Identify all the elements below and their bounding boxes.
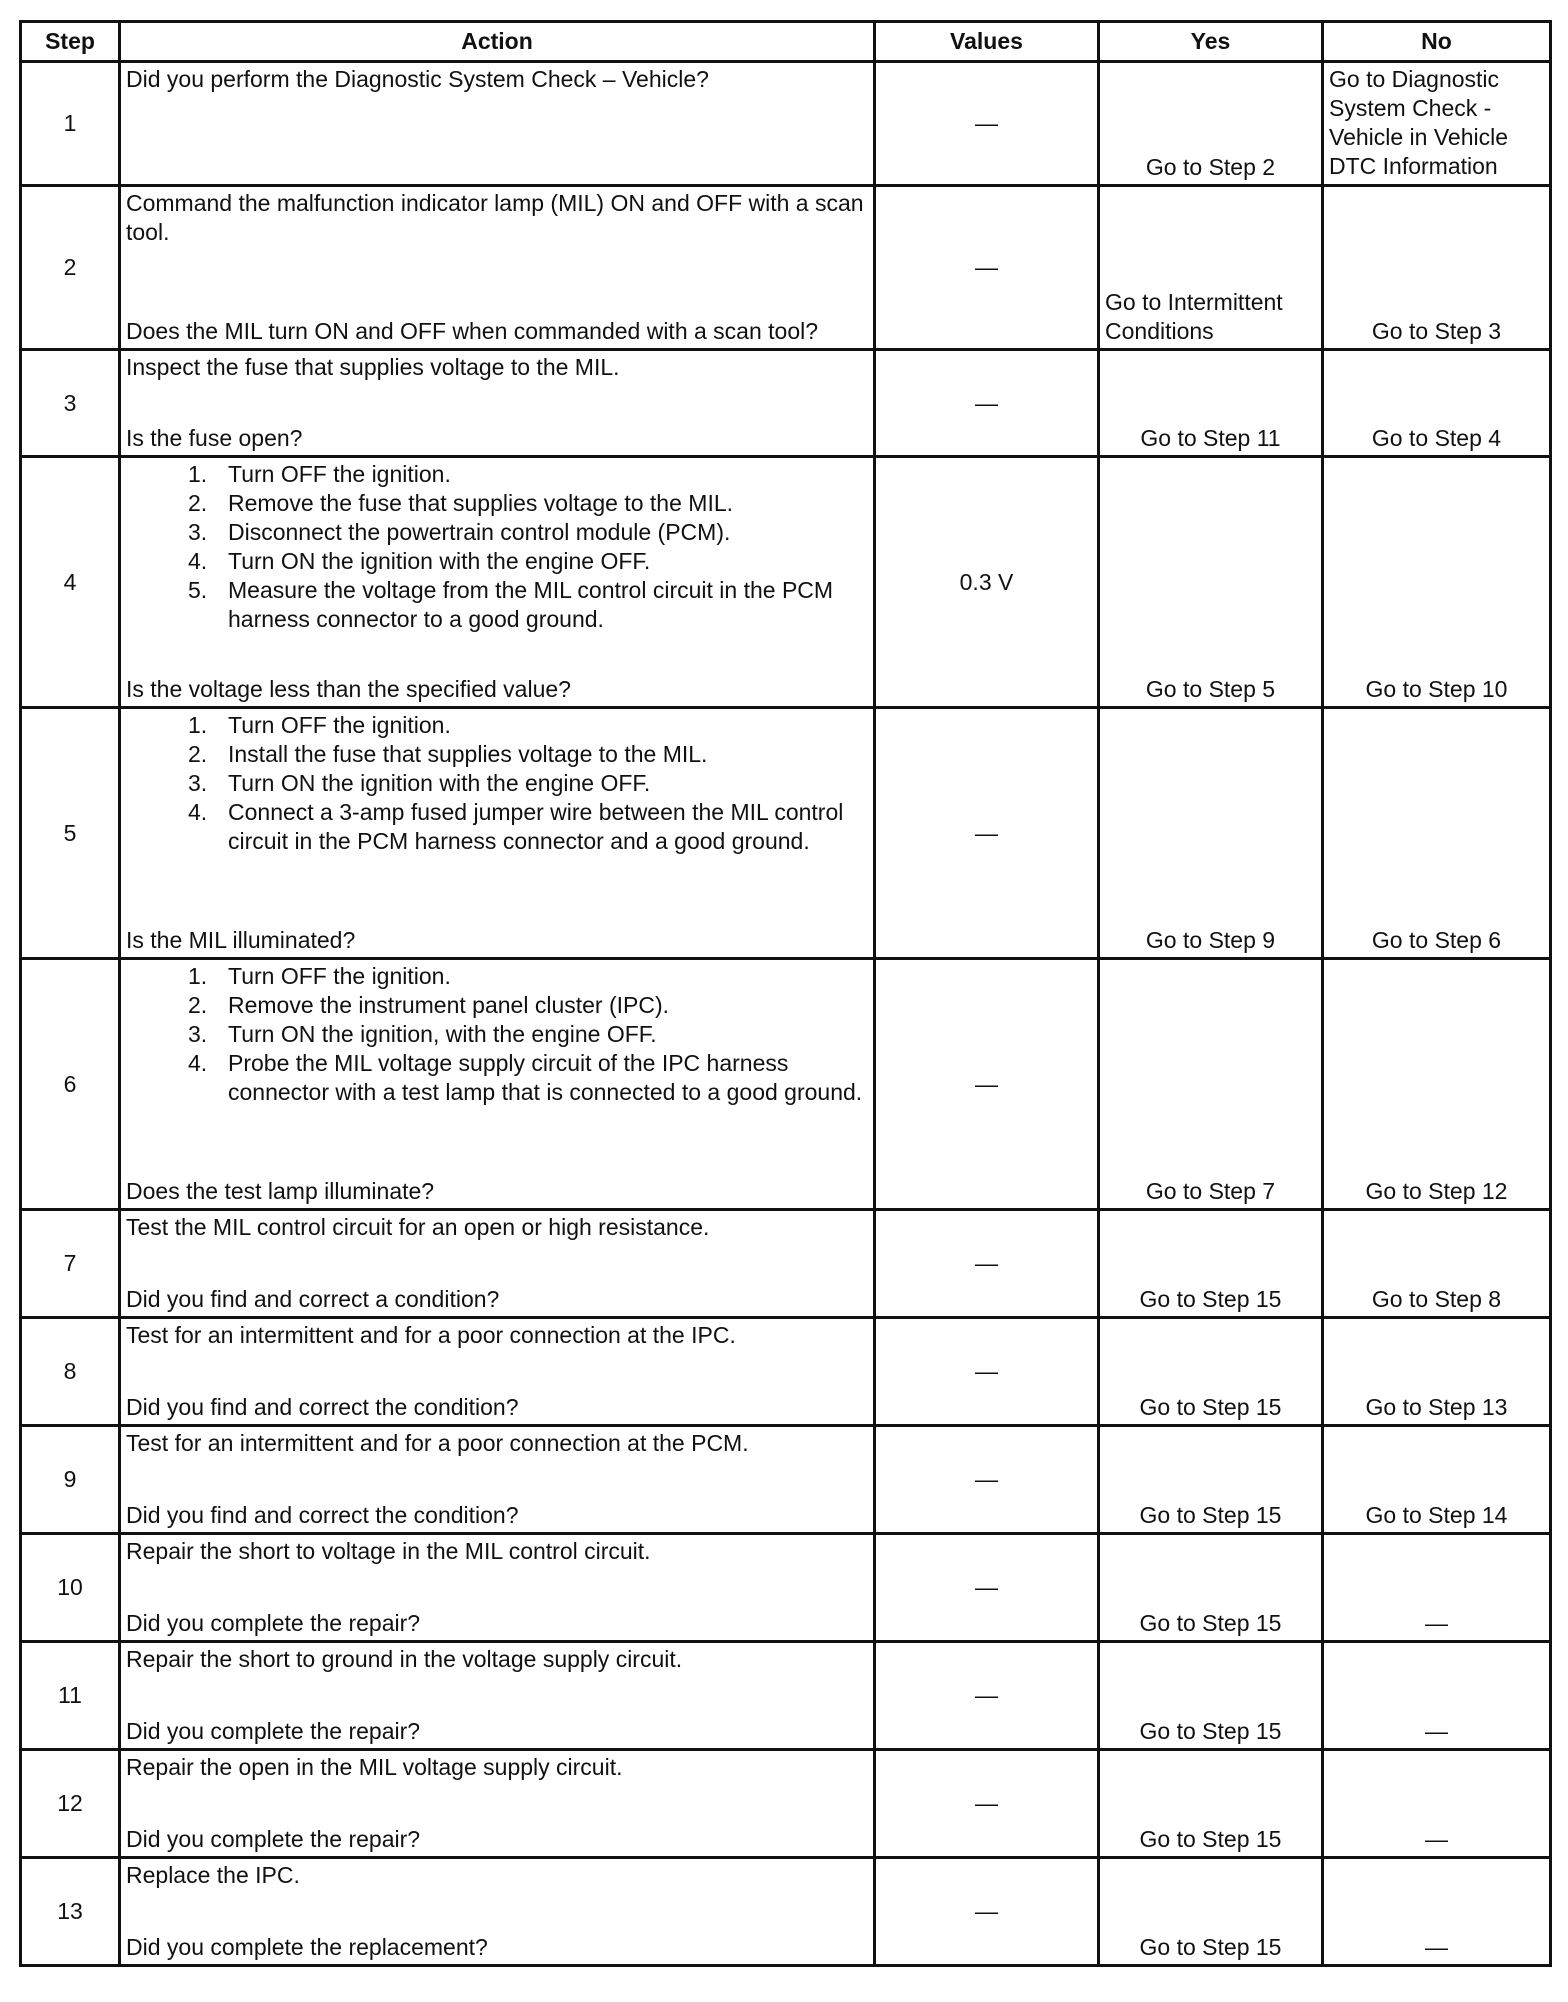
procedure-item-number-text: 1. bbox=[188, 461, 208, 487]
action-question: Did you find and correct the condition? bbox=[126, 1502, 519, 1528]
procedure-item bbox=[126, 798, 869, 856]
procedure-item-number bbox=[126, 460, 228, 489]
no-cell: — bbox=[1323, 1750, 1551, 1858]
procedure-item-text: Turn ON the ignition with the engine OFF. bbox=[228, 770, 651, 796]
action-instruction: Repair the short to ground in the voltage supply circuit. bbox=[126, 1646, 683, 1672]
action-top bbox=[126, 1753, 869, 1782]
action-instruction: Test for an intermittent and for a poor connection at the PCM. bbox=[126, 1430, 749, 1456]
values-cell: — bbox=[875, 1750, 1099, 1858]
action-question: Is the fuse open? bbox=[126, 425, 303, 451]
values-cell: — bbox=[875, 186, 1099, 350]
action-top bbox=[126, 1645, 869, 1674]
procedure-item-number-text: 1. bbox=[188, 963, 208, 989]
procedure-item-text: Turn OFF the ignition. bbox=[228, 963, 451, 989]
procedure-item bbox=[126, 740, 869, 769]
action-cell bbox=[120, 62, 875, 186]
table-row bbox=[21, 959, 1551, 1210]
action-instruction: Inspect the fuse that supplies voltage to the MIL. bbox=[126, 354, 620, 380]
action-question: Is the MIL illuminated? bbox=[126, 927, 356, 953]
procedure-item-number-text: 3. bbox=[188, 1021, 208, 1047]
table-row bbox=[21, 457, 1551, 708]
action-content bbox=[126, 1645, 869, 1746]
action-instruction: Replace the IPC. bbox=[126, 1862, 300, 1888]
step-number: 9 bbox=[21, 1426, 120, 1534]
yes-cell: Go to Step 7 bbox=[1099, 959, 1323, 1210]
values-cell: — bbox=[875, 959, 1099, 1210]
action-question: Does the MIL turn ON and OFF when commanded with a scan tool? bbox=[126, 318, 819, 344]
action-question: Did you complete the repair? bbox=[126, 1826, 421, 1852]
action-cell bbox=[120, 1318, 875, 1426]
procedure-item-number-text: 3. bbox=[188, 770, 208, 796]
header-row bbox=[21, 22, 1551, 62]
values-cell: — bbox=[875, 62, 1099, 186]
no-cell: — bbox=[1323, 1858, 1551, 1966]
procedure-item-number-text: 4. bbox=[188, 548, 208, 574]
step-number: 3 bbox=[21, 350, 120, 457]
procedure-item-text: Measure the voltage from the MIL control circuit in the PCM harness connector to a good ground. bbox=[228, 577, 834, 632]
yes-cell: Go to Step 5 bbox=[1099, 457, 1323, 708]
procedure-item bbox=[126, 1020, 869, 1049]
table-row bbox=[21, 708, 1551, 959]
action-question: Did you complete the repair? bbox=[126, 1718, 421, 1744]
values-cell: — bbox=[875, 1210, 1099, 1318]
action-top bbox=[126, 962, 869, 1107]
action-instruction: Test the MIL control circuit for an open or high resistance. bbox=[126, 1214, 710, 1240]
procedure-item-number bbox=[126, 1020, 228, 1049]
procedure-item-number bbox=[126, 991, 228, 1020]
step-number: 10 bbox=[21, 1534, 120, 1642]
no-cell: — bbox=[1323, 1642, 1551, 1750]
procedure-item-number bbox=[126, 711, 228, 740]
action-cell bbox=[120, 350, 875, 457]
values-cell: — bbox=[875, 708, 1099, 959]
diagnostic-table-container bbox=[19, 20, 1552, 1967]
procedure-item-text: Install the fuse that supplies voltage to the MIL. bbox=[228, 741, 708, 767]
procedure-item bbox=[126, 460, 869, 489]
action-content bbox=[126, 1429, 869, 1530]
step-number: 12 bbox=[21, 1750, 120, 1858]
header-values: Values bbox=[875, 22, 1099, 62]
step-number: 1 bbox=[21, 62, 120, 186]
action-instruction: Command the malfunction indicator lamp (MIL) ON and OFF with a scan tool. bbox=[126, 190, 864, 245]
action-cell bbox=[120, 186, 875, 350]
procedure-item-number-text: 2. bbox=[188, 992, 208, 1018]
no-cell: Go to Step 4 bbox=[1323, 350, 1551, 457]
action-question: Is the voltage less than the specified value? bbox=[126, 676, 571, 702]
action-content bbox=[126, 353, 869, 453]
values-cell: — bbox=[875, 350, 1099, 457]
action-content bbox=[126, 1213, 869, 1314]
procedure-item-number bbox=[126, 740, 228, 769]
action-content bbox=[126, 1321, 869, 1422]
procedure-item-text: Remove the instrument panel cluster (IPC). bbox=[228, 992, 670, 1018]
procedure-item-number bbox=[126, 1049, 228, 1107]
no-cell: Go to Step 12 bbox=[1323, 959, 1551, 1210]
procedure-item-number bbox=[126, 798, 228, 856]
action-question: Does the test lamp illuminate? bbox=[126, 1178, 435, 1204]
step-number: 11 bbox=[21, 1642, 120, 1750]
no-cell: Go to Diagnostic System Check - Vehicle in Vehicle DTC Information bbox=[1323, 62, 1551, 186]
action-cell bbox=[120, 959, 875, 1210]
values-cell: — bbox=[875, 1426, 1099, 1534]
action-content bbox=[126, 1861, 869, 1962]
action-content bbox=[126, 1537, 869, 1638]
action-cell bbox=[120, 1210, 875, 1318]
header-no: No bbox=[1323, 22, 1551, 62]
table-row bbox=[21, 1642, 1551, 1750]
table-row bbox=[21, 1534, 1551, 1642]
procedure-item-text: Probe the MIL voltage supply circuit of the IPC harness connector with a test lamp that is connected to a good ground. bbox=[228, 1050, 863, 1105]
action-instruction: Did you perform the Diagnostic System Check – Vehicle? bbox=[126, 66, 709, 92]
table-row bbox=[21, 1750, 1551, 1858]
procedure-item-number-text: 3. bbox=[188, 519, 208, 545]
procedure-item bbox=[126, 576, 869, 634]
yes-cell: Go to Step 2 bbox=[1099, 62, 1323, 186]
procedure-item-number-text: 2. bbox=[188, 490, 208, 516]
procedure-item-number-text: 2. bbox=[188, 741, 208, 767]
no-cell: Go to Step 8 bbox=[1323, 1210, 1551, 1318]
header-yes: Yes bbox=[1099, 22, 1323, 62]
yes-cell: Go to Step 15 bbox=[1099, 1750, 1323, 1858]
yes-cell: Go to Step 15 bbox=[1099, 1642, 1323, 1750]
diagnostic-table bbox=[19, 20, 1552, 1967]
action-cell bbox=[120, 1642, 875, 1750]
action-content bbox=[126, 1753, 869, 1854]
action-top bbox=[126, 1429, 869, 1458]
action-top bbox=[126, 711, 869, 856]
action-cell bbox=[120, 1858, 875, 1966]
values-cell: — bbox=[875, 1642, 1099, 1750]
table-row bbox=[21, 186, 1551, 350]
no-cell: — bbox=[1323, 1534, 1551, 1642]
yes-cell: Go to Step 15 bbox=[1099, 1210, 1323, 1318]
action-cell bbox=[120, 1534, 875, 1642]
step-number: 4 bbox=[21, 457, 120, 708]
action-question: Did you find and correct a condition? bbox=[126, 1286, 500, 1312]
action-top bbox=[126, 353, 869, 382]
header-step: Step bbox=[21, 22, 120, 62]
procedure-item bbox=[126, 518, 869, 547]
procedure-item bbox=[126, 711, 869, 740]
procedure-list bbox=[126, 460, 869, 634]
procedure-item-number-text: 4. bbox=[188, 1050, 208, 1076]
procedure-item bbox=[126, 489, 869, 518]
action-top bbox=[126, 460, 869, 634]
action-cell bbox=[120, 1750, 875, 1858]
procedure-item-text: Remove the fuse that supplies voltage to the MIL. bbox=[228, 490, 734, 516]
procedure-item bbox=[126, 1049, 869, 1107]
procedure-item-number bbox=[126, 769, 228, 798]
table-row bbox=[21, 1858, 1551, 1966]
yes-cell: Go to Intermittent Conditions bbox=[1099, 186, 1323, 350]
procedure-item-number bbox=[126, 489, 228, 518]
no-cell: Go to Step 10 bbox=[1323, 457, 1551, 708]
no-cell: Go to Step 13 bbox=[1323, 1318, 1551, 1426]
procedure-list bbox=[126, 711, 869, 856]
table-row bbox=[21, 1210, 1551, 1318]
action-content bbox=[126, 189, 869, 346]
action-content bbox=[126, 460, 869, 704]
action-top bbox=[126, 65, 869, 94]
procedure-item-text: Disconnect the powertrain control module (PCM). bbox=[228, 519, 731, 545]
action-top bbox=[126, 1213, 869, 1242]
table-row bbox=[21, 350, 1551, 457]
action-instruction: Repair the open in the MIL voltage supply circuit. bbox=[126, 1754, 623, 1780]
table-row bbox=[21, 62, 1551, 186]
table-row bbox=[21, 1318, 1551, 1426]
action-content bbox=[126, 65, 869, 182]
step-number: 6 bbox=[21, 959, 120, 1210]
no-cell: Go to Step 3 bbox=[1323, 186, 1551, 350]
no-cell: Go to Step 6 bbox=[1323, 708, 1551, 959]
values-cell: — bbox=[875, 1318, 1099, 1426]
header-action: Action bbox=[120, 22, 875, 62]
step-number: 13 bbox=[21, 1858, 120, 1966]
procedure-item bbox=[126, 769, 869, 798]
table-row bbox=[21, 1426, 1551, 1534]
procedure-item-number-text: 1. bbox=[188, 712, 208, 738]
procedure-item bbox=[126, 962, 869, 991]
action-instruction: Test for an intermittent and for a poor connection at the IPC. bbox=[126, 1322, 736, 1348]
procedure-item-number bbox=[126, 547, 228, 576]
procedure-item-text: Turn OFF the ignition. bbox=[228, 461, 451, 487]
yes-cell: Go to Step 9 bbox=[1099, 708, 1323, 959]
action-top bbox=[126, 1321, 869, 1350]
procedure-item-text: Turn ON the ignition with the engine OFF. bbox=[228, 548, 651, 574]
action-content bbox=[126, 962, 869, 1206]
yes-cell: Go to Step 15 bbox=[1099, 1858, 1323, 1966]
procedure-item-text: Connect a 3-amp fused jumper wire between the MIL control circuit in the PCM harness connector and a good ground. bbox=[228, 799, 844, 854]
yes-cell: Go to Step 11 bbox=[1099, 350, 1323, 457]
action-top bbox=[126, 1861, 869, 1890]
procedure-item-number bbox=[126, 518, 228, 547]
action-cell bbox=[120, 1426, 875, 1534]
procedure-item-number bbox=[126, 962, 228, 991]
action-cell bbox=[120, 457, 875, 708]
procedure-item bbox=[126, 991, 869, 1020]
step-number: 7 bbox=[21, 1210, 120, 1318]
procedure-item-text: Turn OFF the ignition. bbox=[228, 712, 451, 738]
procedure-item-text: Turn ON the ignition, with the engine OFF. bbox=[228, 1021, 657, 1047]
yes-cell: Go to Step 15 bbox=[1099, 1426, 1323, 1534]
values-cell: — bbox=[875, 1534, 1099, 1642]
action-question: Did you complete the repair? bbox=[126, 1610, 421, 1636]
values-cell: — bbox=[875, 1858, 1099, 1966]
procedure-list bbox=[126, 962, 869, 1107]
procedure-item bbox=[126, 547, 869, 576]
procedure-item-number-text: 4. bbox=[188, 799, 208, 825]
yes-cell: Go to Step 15 bbox=[1099, 1318, 1323, 1426]
action-question: Did you find and correct the condition? bbox=[126, 1394, 519, 1420]
step-number: 5 bbox=[21, 708, 120, 959]
action-instruction: Repair the short to voltage in the MIL control circuit. bbox=[126, 1538, 651, 1564]
values-cell: 0.3 V bbox=[875, 457, 1099, 708]
action-top bbox=[126, 1537, 869, 1566]
action-top bbox=[126, 189, 869, 247]
procedure-item-number-text: 5. bbox=[188, 577, 208, 603]
action-cell bbox=[120, 708, 875, 959]
no-cell: Go to Step 14 bbox=[1323, 1426, 1551, 1534]
action-question: Did you complete the replacement? bbox=[126, 1934, 488, 1960]
step-number: 8 bbox=[21, 1318, 120, 1426]
action-content bbox=[126, 711, 869, 955]
yes-cell: Go to Step 15 bbox=[1099, 1534, 1323, 1642]
procedure-item-number bbox=[126, 576, 228, 634]
step-number: 2 bbox=[21, 186, 120, 350]
